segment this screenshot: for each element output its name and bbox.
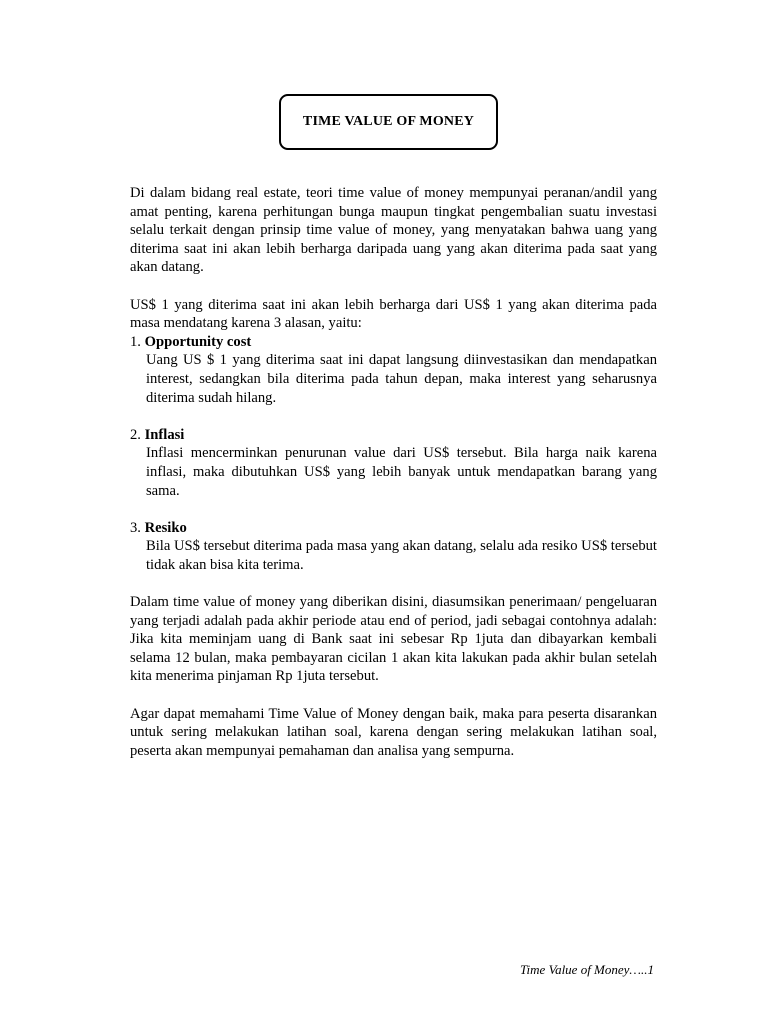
reason-title: Resiko bbox=[144, 519, 187, 536]
reason-number: 3. bbox=[130, 519, 141, 536]
reason-heading bbox=[130, 426, 657, 445]
reason-item bbox=[130, 519, 657, 575]
reason-text: Bila US$ tersebut diterima pada masa yang akan datang, selalu ada resiko US$ tersebut tidak akan bisa kita terima. bbox=[146, 538, 657, 573]
reason-item bbox=[130, 426, 657, 500]
reasons-intro-paragraph: US$ 1 yang diterima saat ini akan lebih berharga dari US$ 1 yang akan diterima pada masa mendatang karena 3 alasan, yaitu: bbox=[130, 296, 657, 332]
reason-heading bbox=[130, 333, 657, 352]
reason-number: 1. bbox=[130, 333, 141, 350]
reason-title: Opportunity cost bbox=[144, 333, 252, 350]
reason-item bbox=[130, 333, 657, 407]
reason-heading bbox=[130, 519, 657, 538]
document-body bbox=[130, 184, 657, 760]
page-footer: Time Value of Money…..1 bbox=[520, 962, 654, 977]
assumption-paragraph: Dalam time value of money yang diberikan disini, diasumsikan penerimaan/ pengeluaran yang terjadi adalah pada akhir periode atau end of period, jadi sebagai contohnya adalah: Jika kita meminjam uang di Bank saat ini sebesar Rp 1juta dan dibayarkan kembali selama 12 bulan, maka pembayaran cicilan 1 akan kita lakukan pada akhir bulan setelah kita menerima pinjaman Rp 1juta tersebut. bbox=[130, 594, 657, 685]
reason-title: Inflasi bbox=[144, 426, 185, 443]
document-title: TIME VALUE OF MONEY bbox=[279, 94, 498, 150]
reason-number: 2. bbox=[130, 426, 141, 443]
reason-text: Inflasi mencerminkan penurunan value dari US$ tersebut. Bila harga naik karena inflasi, maka dibutuhkan US$ yang lebih banyak untuk mendapatkan barang yang sama. bbox=[146, 445, 657, 499]
intro-paragraph: Di dalam bidang real estate, teori time value of money mempunyai peranan/andil yang amat penting, karena perhitungan bunga maupun tingkat pengembalian suatu investasi selalu terkait dengan prinsip time value of money, yang menyatakan bahwa uang yang diterima saat ini akan lebih berharga daripada uang yang akan diterima pada saat yang akan datang. bbox=[130, 185, 657, 276]
closing-paragraph: Agar dapat memahami Time Value of Money dengan baik, maka para peserta disarankan untuk sering melakukan latihan soal, karena dengan sering melakukan latihan soal, peserta akan mempunyai pemahaman dan analisa yang sempurna. bbox=[130, 705, 657, 759]
reason-text: Uang US $ 1 yang diterima saat ini dapat langsung diinvestasikan dan mendapatkan interest, sedangkan bila diterima pada tahun depan, maka interest yang seharusnya diterima sudah hilang. bbox=[146, 352, 657, 406]
